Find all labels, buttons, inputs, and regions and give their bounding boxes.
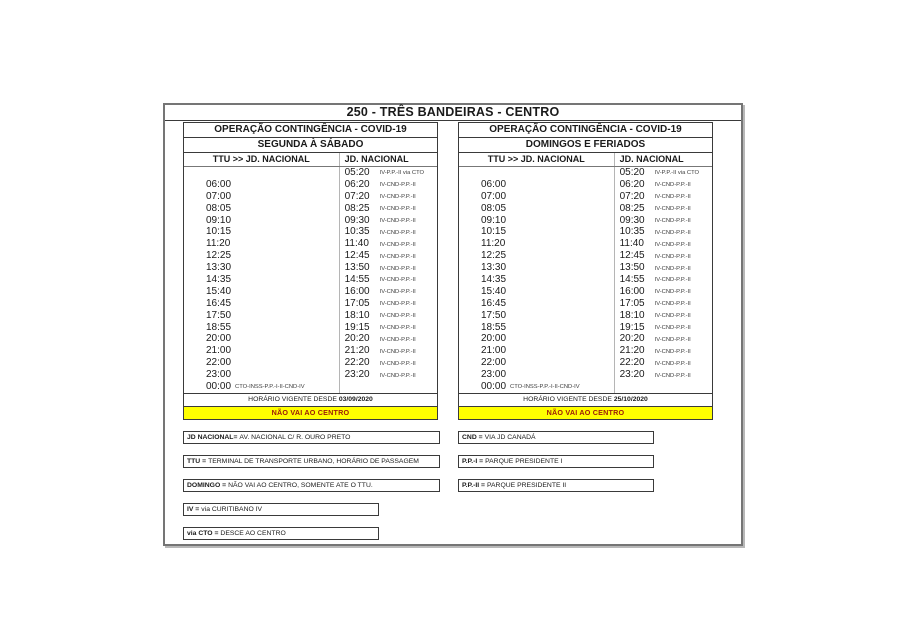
route-note: IV-CND-P.P.-II — [654, 229, 691, 236]
time-value: 07:20 — [619, 190, 645, 202]
ttu-cell — [459, 381, 615, 393]
departure-column-header: JD. NACIONAL — [619, 154, 684, 164]
departure-cell — [615, 179, 712, 191]
time-value: 11:20 — [481, 238, 506, 250]
schedule-row — [459, 191, 712, 203]
service-days-label: SEGUNDA À SÁBADO — [257, 139, 364, 150]
time-value: 18:55 — [206, 321, 232, 333]
ttu-cell — [459, 298, 615, 310]
departure-cell — [340, 286, 437, 298]
departure-cell — [615, 215, 712, 227]
route-note: IV-CND-P.P.-II — [654, 253, 691, 260]
route-note: IV-CND-P.P.-II — [654, 218, 691, 224]
ttu-cell — [184, 381, 340, 393]
time-value: 23:20 — [619, 369, 645, 381]
departure-cell — [340, 262, 437, 274]
route-note: IV-CND-P.P.-II — [379, 289, 416, 296]
schedule-row — [459, 215, 712, 227]
panel-weekday-header — [183, 122, 438, 153]
route-note: IV-CND-P.P.-II — [654, 360, 691, 367]
route-note: IV-CND-P.P.-II — [379, 336, 416, 343]
schedule-row — [459, 226, 712, 238]
time-value: 05:20 — [619, 167, 645, 178]
time-value: 18:55 — [481, 321, 507, 333]
time-value: 23:00 — [206, 369, 232, 381]
panel-sunday-header — [458, 122, 713, 153]
schedule-row — [459, 345, 712, 357]
column-headers — [459, 153, 712, 167]
time-value: 16:00 — [344, 285, 370, 297]
ttu-cell — [184, 262, 340, 274]
departure-cell — [340, 191, 437, 203]
ttu-cell — [459, 357, 615, 369]
legend-term: JD NACIONAL= — [187, 433, 238, 441]
time-value: 20:00 — [206, 333, 232, 345]
ttu-cell — [459, 226, 615, 238]
route-note: IV-CND-P.P.-II — [654, 265, 691, 272]
operation-label: OPERAÇÃO CONTINGÊNCIA - COVID-19 — [184, 123, 437, 138]
ttu-cell — [184, 333, 340, 345]
time-value: 22:20 — [344, 357, 370, 369]
panels-row — [183, 122, 741, 420]
schedule-row — [459, 310, 712, 322]
legend-via-cto — [183, 527, 379, 540]
ttu-cell — [184, 238, 340, 250]
route-note: IV-CND-P.P.-II — [379, 253, 416, 260]
time-value: 13:50 — [619, 262, 645, 274]
route-note: IV-CND-P.P.-II — [379, 265, 416, 272]
time-value: 07:00 — [481, 190, 507, 202]
schedule-row — [184, 381, 437, 393]
service-days-label: DOMINGOS E FERIADOS — [525, 139, 646, 150]
legend-term: CND = — [462, 433, 483, 441]
ttu-cell — [459, 179, 615, 191]
departure-cell — [615, 191, 712, 203]
ttu-cell — [184, 369, 340, 381]
legend-term: via CTO = — [187, 529, 219, 537]
valid-from-date: 25/10/2020 — [613, 395, 648, 403]
time-value: 00:00 — [206, 381, 232, 393]
ttu-cell — [184, 250, 340, 262]
valid-from-bar — [183, 394, 438, 407]
schedule-row — [184, 298, 437, 310]
schedule-row — [459, 274, 712, 286]
legend-desc: VIA JD CANADÁ — [484, 433, 536, 441]
ttu-cell — [459, 167, 615, 179]
departure-cell — [340, 333, 437, 345]
route-title: 250 - TRÊS BANDEIRAS - CENTRO — [165, 105, 741, 121]
time-value: 17:05 — [344, 297, 370, 309]
ttu-cell — [184, 298, 340, 310]
departure-cell — [615, 298, 712, 310]
schedule-row — [184, 345, 437, 357]
time-value: 08:05 — [481, 202, 507, 214]
legend-desc: AV. NACIONAL C/ R. OURO PRETO — [239, 433, 351, 441]
departure-cell — [340, 274, 437, 286]
departure-cell — [340, 203, 437, 215]
schedule-row — [459, 262, 712, 274]
time-value: 13:50 — [344, 262, 370, 274]
panel-weekday — [183, 122, 438, 420]
departure-cell — [615, 274, 712, 286]
legend-column-left — [183, 431, 438, 551]
departure-cell — [615, 333, 712, 345]
panel-sunday — [458, 122, 713, 420]
time-value: 23:20 — [344, 369, 370, 381]
route-note: CTO-INSS-P.P.-I-II-CND-IV — [510, 384, 580, 391]
legend-term: IV = — [187, 505, 200, 513]
departure-cell — [340, 215, 437, 227]
route-note: IV-CND-P.P.-II — [379, 277, 416, 284]
legend-desc: DESCE AO CENTRO — [220, 529, 286, 537]
time-value: 16:45 — [481, 297, 507, 309]
time-value: 08:25 — [619, 202, 645, 214]
legend-term: TTU = — [187, 457, 207, 465]
ttu-cell — [459, 345, 615, 357]
route-note: IV-CND-P.P.-II — [654, 348, 691, 355]
no-downtown-banner: NÃO VAI AO CENTRO — [183, 407, 438, 420]
ttu-cell — [459, 322, 615, 334]
departure-cell — [615, 357, 712, 369]
route-note: IV-CND-P.P.-II — [654, 194, 691, 201]
route-note: IV-CND-P.P.-II — [654, 206, 691, 213]
timetable-weekday — [183, 153, 438, 394]
ttu-cell — [184, 357, 340, 369]
time-value: 12:25 — [206, 250, 232, 262]
time-value: 22:20 — [619, 357, 645, 369]
valid-from-label: HORÁRIO VIGENTE DESDE — [248, 395, 337, 403]
time-value: 06:00 — [206, 178, 232, 190]
departure-cell — [615, 322, 712, 334]
time-value: 22:00 — [481, 357, 507, 369]
schedule-row — [459, 250, 712, 262]
time-value: 06:20 — [619, 178, 645, 190]
legend-desc: NÃO VAI AO CENTRO, SOMENTE ATE O TTU. — [228, 481, 373, 489]
route-note: IV-CND-P.P.-II — [654, 313, 691, 320]
schedule-row — [184, 286, 437, 298]
legend-desc: via CURITIBANO IV — [201, 505, 263, 513]
time-value: 19:15 — [344, 321, 370, 333]
time-value: 21:00 — [481, 345, 507, 357]
time-value: 17:50 — [481, 309, 507, 321]
ttu-cell — [459, 238, 615, 250]
schedule-row — [184, 310, 437, 322]
time-value: 09:30 — [619, 214, 645, 226]
time-value: 14:35 — [481, 274, 507, 286]
time-value: 10:35 — [619, 226, 645, 238]
time-value: 15:40 — [481, 285, 507, 297]
ttu-cell — [459, 274, 615, 286]
time-value: 10:15 — [206, 226, 232, 238]
ttu-cell — [184, 203, 340, 215]
departure-cell — [340, 298, 437, 310]
time-value: 12:45 — [344, 250, 370, 262]
time-value: 08:05 — [206, 202, 232, 214]
time-value: 06:00 — [481, 178, 507, 190]
ttu-column-header: TTU >> JD. NACIONAL — [459, 153, 615, 166]
time-value: 14:55 — [344, 274, 370, 286]
departure-column-header: JD. NACIONAL — [344, 154, 409, 164]
ttu-cell — [184, 310, 340, 322]
departure-cell — [615, 310, 712, 322]
schedule-row — [184, 203, 437, 215]
schedule-row — [459, 369, 712, 381]
departure-cell — [340, 345, 437, 357]
ttu-cell — [459, 215, 615, 227]
ttu-cell — [459, 369, 615, 381]
departure-cell — [340, 238, 437, 250]
departure-cell — [340, 369, 437, 381]
route-note: IV-CND-P.P.-II — [379, 229, 416, 236]
time-value: 05:20 — [344, 167, 370, 178]
valid-from-bar — [458, 394, 713, 407]
departure-cell — [615, 381, 712, 393]
time-value: 11:40 — [344, 238, 369, 250]
time-value: 13:30 — [481, 262, 507, 274]
ttu-cell — [184, 191, 340, 203]
time-value: 14:55 — [619, 274, 645, 286]
ttu-cell — [459, 333, 615, 345]
time-value: 07:00 — [206, 190, 232, 202]
route-note: IV-CND-P.P.-II — [379, 301, 416, 308]
ttu-cell — [184, 226, 340, 238]
timetable-sunday — [458, 153, 713, 394]
route-note: IV-CND-P.P.-II — [654, 325, 691, 332]
schedule-row — [459, 298, 712, 310]
time-value: 21:00 — [206, 345, 232, 357]
route-note: IV-CND-P.P.-II — [654, 182, 691, 189]
time-value: 17:05 — [619, 297, 645, 309]
legend-pp-i — [458, 455, 654, 468]
time-value: 21:20 — [344, 345, 370, 357]
route-note: IV-CND-P.P.-II — [379, 241, 416, 248]
departure-cell — [615, 369, 712, 381]
legend-term: P.P.-I = — [462, 457, 484, 465]
time-value: 19:15 — [619, 321, 645, 333]
route-note: IV-CND-P.P.-II — [654, 301, 691, 308]
schedule-row — [184, 167, 437, 179]
time-value: 11:40 — [619, 238, 644, 250]
schedule-row — [184, 262, 437, 274]
legend-jd-nacional — [183, 431, 440, 444]
schedule-row — [184, 333, 437, 345]
departure-cell — [340, 357, 437, 369]
departure-cell — [340, 310, 437, 322]
time-value: 20:20 — [619, 333, 645, 345]
schedule-row — [459, 238, 712, 250]
time-value: 09:30 — [344, 214, 370, 226]
legend-pp-ii — [458, 479, 654, 492]
legend-ttu — [183, 455, 440, 468]
time-value: 16:45 — [206, 297, 232, 309]
time-value: 15:40 — [206, 285, 232, 297]
schedule-row — [184, 369, 437, 381]
schedule-row — [459, 179, 712, 191]
ttu-cell — [184, 322, 340, 334]
departure-cell — [340, 381, 437, 393]
schedule-row — [184, 357, 437, 369]
route-note: CTO-INSS-P.P.-I-II-CND-IV — [235, 384, 305, 391]
time-value: 06:20 — [344, 178, 370, 190]
time-value: 23:00 — [481, 369, 507, 381]
departure-cell — [615, 203, 712, 215]
departure-cell — [340, 179, 437, 191]
timetable-sheet — [163, 103, 743, 546]
ttu-cell — [184, 345, 340, 357]
ttu-cell — [459, 203, 615, 215]
schedule-row — [459, 286, 712, 298]
departure-cell — [340, 226, 437, 238]
schedule-row — [459, 333, 712, 345]
ttu-cell — [184, 179, 340, 191]
route-note: IV-P.P.-II via CTO — [654, 170, 700, 177]
time-value: 12:45 — [619, 250, 645, 262]
ttu-cell — [459, 262, 615, 274]
valid-from-date: 03/09/2020 — [338, 395, 373, 403]
legend-iv — [183, 503, 379, 516]
time-value: 09:10 — [206, 214, 232, 226]
legend-desc: PARQUE PRESIDENTE I — [485, 457, 563, 465]
ttu-cell — [184, 286, 340, 298]
legend-desc: TERMINAL DE TRANSPORTE URBANO, HORÁRIO DE PASSAGEM — [208, 457, 419, 465]
no-downtown-banner: NÃO VAI AO CENTRO — [458, 407, 713, 420]
departure-cell — [615, 262, 712, 274]
departure-cell — [615, 167, 712, 179]
column-headers — [184, 153, 437, 167]
departure-cell — [615, 238, 712, 250]
route-note: IV-CND-P.P.-II — [379, 325, 416, 332]
valid-from-label: HORÁRIO VIGENTE DESDE — [523, 395, 612, 403]
route-note: IV-CND-P.P.-II — [379, 372, 416, 379]
time-value: 18:10 — [344, 309, 370, 321]
schedule-rows — [184, 167, 437, 393]
route-note: IV-CND-P.P.-II — [379, 206, 416, 213]
time-value: 14:35 — [206, 274, 232, 286]
time-value: 08:25 — [344, 202, 370, 214]
ttu-cell — [459, 191, 615, 203]
time-value: 12:25 — [481, 250, 507, 262]
time-value: 11:20 — [206, 238, 231, 250]
route-note: IV-CND-P.P.-II — [379, 360, 416, 367]
departure-cell — [340, 167, 437, 179]
time-value: 20:00 — [481, 333, 507, 345]
departure-cell — [615, 286, 712, 298]
departure-cell — [340, 322, 437, 334]
departure-cell — [615, 226, 712, 238]
time-value: 17:50 — [206, 309, 232, 321]
ttu-cell — [459, 250, 615, 262]
departure-cell — [615, 345, 712, 357]
time-value: 10:15 — [481, 226, 507, 238]
departure-cell — [615, 250, 712, 262]
schedule-rows — [459, 167, 712, 393]
ttu-cell — [184, 274, 340, 286]
schedule-row — [184, 322, 437, 334]
legend-term: DOMINGO = — [187, 481, 227, 489]
time-value: 22:00 — [206, 357, 232, 369]
route-note: IV-CND-P.P.-II — [379, 218, 416, 224]
schedule-row — [184, 238, 437, 250]
route-note: IV-CND-P.P.-II — [379, 313, 416, 320]
legend-column-right — [458, 431, 713, 551]
schedule-row — [459, 322, 712, 334]
ttu-column-header: TTU >> JD. NACIONAL — [184, 153, 340, 166]
legend-desc: PARQUE PRESIDENTE II — [487, 481, 567, 489]
legend-term: P.P.-II = — [462, 481, 485, 489]
schedule-row — [184, 191, 437, 203]
route-note: IV-P.P.-II via CTO — [379, 170, 425, 177]
schedule-row — [459, 203, 712, 215]
legend-cnd — [458, 431, 654, 444]
time-value: 00:00 — [481, 381, 507, 393]
time-value: 18:10 — [619, 309, 645, 321]
schedule-row — [184, 274, 437, 286]
legend-section — [183, 431, 741, 551]
schedule-row — [459, 357, 712, 369]
schedule-row — [184, 250, 437, 262]
operation-label: OPERAÇÃO CONTINGÊNCIA - COVID-19 — [459, 123, 712, 138]
route-note: IV-CND-P.P.-II — [379, 194, 416, 201]
time-value: 16:00 — [619, 285, 645, 297]
route-note: IV-CND-P.P.-II — [654, 336, 691, 343]
legend-domingo — [183, 479, 440, 492]
schedule-row — [184, 215, 437, 227]
schedule-row — [184, 226, 437, 238]
time-value: 21:20 — [619, 345, 645, 357]
time-value: 13:30 — [206, 262, 232, 274]
schedule-row — [459, 167, 712, 179]
route-note: IV-CND-P.P.-II — [379, 348, 416, 355]
time-value: 10:35 — [344, 226, 370, 238]
route-note: IV-CND-P.P.-II — [379, 182, 416, 189]
ttu-cell — [184, 167, 340, 179]
ttu-cell — [184, 215, 340, 227]
route-note: IV-CND-P.P.-II — [654, 289, 691, 296]
route-note: IV-CND-P.P.-II — [654, 277, 691, 284]
route-note: IV-CND-P.P.-II — [654, 372, 691, 379]
time-value: 09:10 — [481, 214, 507, 226]
route-note: IV-CND-P.P.-II — [654, 241, 691, 248]
time-value: 20:20 — [344, 333, 370, 345]
ttu-cell — [459, 286, 615, 298]
time-value: 07:20 — [344, 190, 370, 202]
departure-cell — [340, 250, 437, 262]
ttu-cell — [459, 310, 615, 322]
schedule-row — [459, 381, 712, 393]
schedule-row — [184, 179, 437, 191]
